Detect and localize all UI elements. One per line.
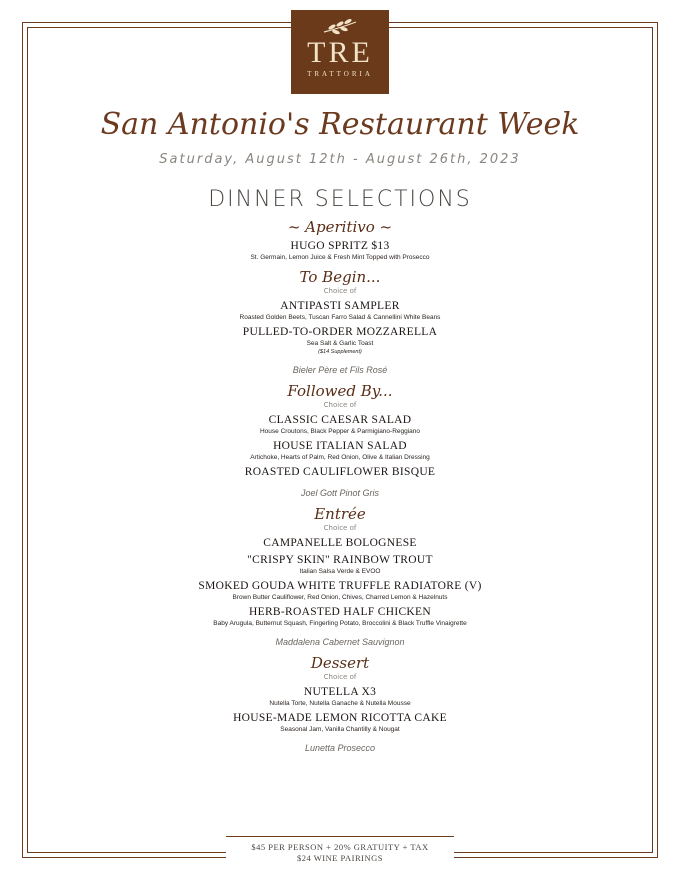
- page-title: San Antonio's Restaurant Week: [100, 107, 580, 142]
- item-name: CLASSIC CAESAR SALAD: [268, 414, 412, 426]
- item-description: Baby Arugula, Butternut Squash, Fingerling Potato, Broccolini & Black Truffle Vinaigrette: [213, 620, 467, 627]
- item-description: Artichoke, Hearts of Palm, Red Onion, Olive & Italian Dressing: [250, 454, 430, 461]
- section-title: Entrée: [314, 505, 366, 523]
- choice-label: Choice of: [323, 524, 357, 532]
- menu-heading: DINNER SELECTIONS: [208, 187, 472, 212]
- menu-item: [40, 240, 640, 262]
- item-name: ANTIPASTI SAMPLER: [280, 300, 400, 312]
- item-description: Seasonal Jam, Vanilla Chantilly & Nougat: [280, 726, 400, 733]
- menu-section: [40, 218, 640, 262]
- item-name: SMOKED GOUDA WHITE TRUFFLE RADIATORE (V): [198, 580, 482, 592]
- menu-sections: [40, 218, 640, 754]
- menu-item: [40, 554, 640, 576]
- menu-item: [40, 466, 640, 479]
- menu-item: [40, 326, 640, 356]
- wine-pairing: Maddalena Cabernet Sauvignon: [275, 637, 405, 647]
- item-name: "CRISPY SKIN" RAINBOW TROUT: [247, 554, 433, 566]
- logo-name: TRE: [307, 36, 373, 69]
- footer-divider: [226, 836, 454, 837]
- item-description: St. Germain, Lemon Juice & Fresh Mint Topped with Prosecco: [250, 254, 430, 261]
- item-description: Brown Butter Cauliflower, Red Onion, Chives, Charred Lemon & Hazelnuts: [232, 594, 448, 601]
- item-description: Roasted Golden Beets, Tuscan Farro Salad & Cannellini White Beans: [239, 314, 441, 321]
- menu-item: [40, 537, 640, 550]
- menu-item: [40, 300, 640, 322]
- choice-label: Choice of: [323, 673, 357, 681]
- section-title: ~ Aperitivo ~: [287, 218, 393, 236]
- section-title: Followed By...: [287, 382, 393, 400]
- choice-label: Choice of: [323, 401, 357, 409]
- event-dates: Saturday, August 12th - August 26th, 2023: [159, 152, 521, 167]
- item-name: HERB-ROASTED HALF CHICKEN: [249, 606, 431, 618]
- section-title: Dessert: [310, 654, 370, 672]
- price-line: $45 PER PERSON + 20% GRATUITY + TAX: [251, 842, 429, 852]
- menu-item: [40, 414, 640, 436]
- section-title: To Begin...: [299, 268, 381, 286]
- item-name: HOUSE ITALIAN SALAD: [273, 440, 407, 452]
- menu-content: [40, 102, 640, 754]
- item-description: Sea Salt & Garlic Toast: [306, 340, 374, 347]
- wine-pairing: Bieler Père et Fils Rosé: [292, 365, 388, 375]
- item-name: PULLED-TO-ORDER MOZZARELLA: [242, 326, 438, 338]
- olive-branch-icon: [320, 18, 360, 36]
- menu-item: [40, 580, 640, 602]
- menu-item: [40, 712, 640, 734]
- choice-label: Choice of: [323, 287, 357, 295]
- item-note: ($14 Supplement): [318, 349, 362, 355]
- item-name: ROASTED CAULIFLOWER BISQUE: [244, 466, 436, 478]
- menu-item: [40, 686, 640, 708]
- menu-section: [40, 654, 640, 754]
- wine-pairing-line: $24 WINE PAIRINGS: [297, 853, 383, 863]
- wine-pairing: Lunetta Prosecco: [304, 743, 376, 753]
- item-name: NUTELLA X3: [303, 686, 377, 698]
- menu-item: [40, 606, 640, 628]
- item-name: HUGO SPRITZ $13: [290, 240, 390, 252]
- restaurant-logo: [291, 10, 389, 94]
- item-name: HOUSE-MADE LEMON RICOTTA CAKE: [233, 712, 447, 724]
- logo-subtitle: TRATTORIA: [307, 70, 373, 78]
- item-description: Italian Salsa Verde & EVOO: [299, 568, 381, 575]
- item-description: Nutella Torte, Nutella Ganache & Nutella Mousse: [269, 700, 411, 707]
- menu-section: [40, 268, 640, 376]
- item-name: CAMPANELLE BOLOGNESE: [263, 537, 417, 549]
- menu-section: [40, 382, 640, 499]
- menu-section: [40, 505, 640, 648]
- menu-item: [40, 440, 640, 462]
- price-footer: [226, 842, 454, 864]
- wine-pairing: Joel Gott Pinot Gris: [300, 488, 380, 498]
- item-description: House Croutons, Black Pepper & Parmigiano-Reggiano: [259, 428, 421, 435]
